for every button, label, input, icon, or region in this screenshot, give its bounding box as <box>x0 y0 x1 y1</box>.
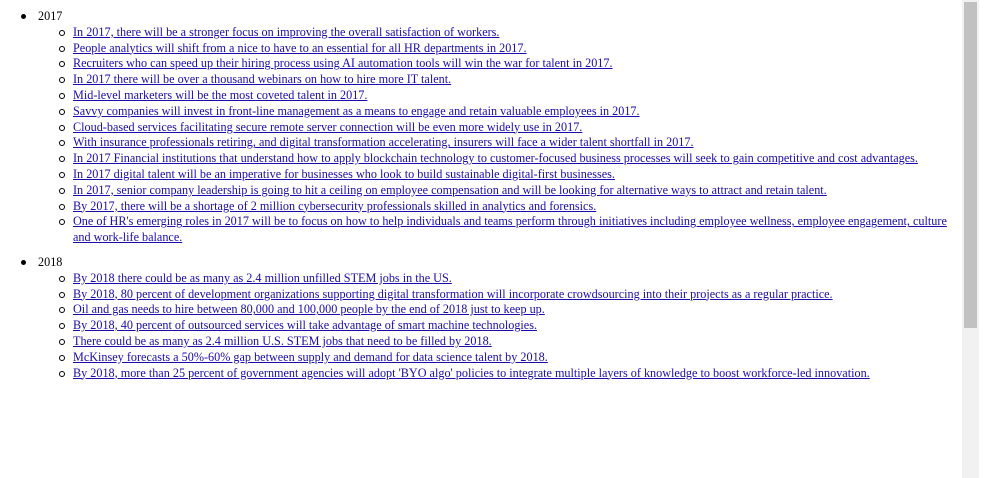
prediction-list <box>38 271 955 382</box>
circle-bullet-icon <box>59 172 65 178</box>
prediction-link[interactable]: Cloud-based services facilitating secure remote server connection will be even more widely use in 2017. <box>73 119 583 134</box>
prediction-link[interactable]: People analytics will shift from a nice to have to an essential for all HR departments in 2017. <box>73 40 527 55</box>
circle-bullet-icon <box>59 61 65 67</box>
list-item <box>38 199 955 215</box>
bullet-icon <box>21 14 26 19</box>
prediction-link[interactable]: By 2018 there could be as many as 2.4 million unfilled STEM jobs in the US. <box>73 270 452 285</box>
prediction-link[interactable]: Recruiters who can speed up their hiring process using AI automation tools will win the war for talent in 2017. <box>73 56 613 71</box>
circle-bullet-icon <box>59 93 65 99</box>
prediction-link[interactable]: There could be as many as 2.4 million U.S. STEM jobs that need to be filled by 2018. <box>73 333 492 348</box>
circle-bullet-icon <box>59 323 65 329</box>
prediction-link[interactable]: In 2017 there will be over a thousand webinars on how to hire more IT talent. <box>73 72 452 87</box>
prediction-link[interactable]: In 2017 digital talent will be an imperative for businesses who look to build sustainable digital-first businesses. <box>73 166 615 181</box>
circle-bullet-icon <box>59 355 65 361</box>
prediction-link[interactable]: Savvy companies will invest in front-line management as a means to engage and retain valuable employees in 2017. <box>73 103 640 118</box>
list-item <box>38 366 955 382</box>
list-item <box>38 151 955 167</box>
list-item <box>38 56 955 72</box>
year-label: 2018 <box>38 254 63 269</box>
prediction-link[interactable]: In 2017, there will be a stronger focus on improving the overall satisfaction of workers. <box>73 24 500 39</box>
circle-bullet-icon <box>59 276 65 282</box>
circle-bullet-icon <box>59 140 65 146</box>
list-item <box>38 183 955 199</box>
circle-bullet-icon <box>59 188 65 194</box>
circle-bullet-icon <box>59 339 65 345</box>
prediction-link[interactable]: By 2017, there will be a shortage of 2 million cybersecurity professionals skilled in analytics and forensics. <box>73 198 597 213</box>
circle-bullet-icon <box>59 156 65 162</box>
list-item <box>38 135 955 151</box>
list-item <box>38 104 955 120</box>
list-item <box>38 41 955 57</box>
prediction-list <box>38 25 955 246</box>
list-item <box>38 25 955 41</box>
circle-bullet-icon <box>59 109 65 115</box>
prediction-link[interactable]: In 2017 Financial institutions that understand how to apply blockchain technology to customer-focused business processes will seek to gain competitive and cost advantages. <box>73 151 918 166</box>
prediction-link[interactable]: One of HR's emerging roles in 2017 will be to focus on how to help individuals and teams perform through initiatives including employee wellness, employee engagement, culture and work-life balance. <box>73 214 947 245</box>
prediction-link[interactable]: With insurance professionals retiring, and digital transformation accelerating, insurers will face a wider talent shortfall in 2017. <box>73 135 694 150</box>
circle-bullet-icon <box>59 46 65 52</box>
list-item <box>38 72 955 88</box>
list-item <box>38 88 955 104</box>
list-item <box>38 214 955 246</box>
circle-bullet-icon <box>59 307 65 313</box>
prediction-link[interactable]: McKinsey forecasts a 50%-60% gap between supply and demand for data science talent by 2018. <box>73 349 548 364</box>
bullet-icon <box>21 260 26 265</box>
year-label: 2017 <box>38 9 63 23</box>
list-item <box>38 287 955 303</box>
circle-bullet-icon <box>59 371 65 377</box>
prediction-link[interactable]: Mid-level marketers will be the most coveted talent in 2017. <box>73 87 368 102</box>
list-item <box>38 318 955 334</box>
prediction-link[interactable]: By 2018, 80 percent of development organizations supporting digital transformation will incorporate crowdsourcing into their projects as a regular practice. <box>73 286 833 301</box>
prediction-link[interactable]: By 2018, 40 percent of outsourced services will take advantage of smart machine technologies. <box>73 318 537 333</box>
list-item <box>38 350 955 366</box>
circle-bullet-icon <box>59 30 65 36</box>
year-list <box>0 9 955 381</box>
circle-bullet-icon <box>59 219 65 225</box>
prediction-link[interactable]: By 2018, more than 25 percent of government agencies will adopt 'BYO algo' policies to integrate multiple layers of knowledge to boost workforce-led innovation. <box>73 365 870 380</box>
year-section-2018 <box>0 255 955 381</box>
circle-bullet-icon <box>59 204 65 210</box>
list-item <box>38 120 955 136</box>
list-item <box>38 271 955 287</box>
vertical-scrollbar[interactable] <box>962 0 979 478</box>
prediction-link[interactable]: In 2017, senior company leadership is going to hit a ceiling on employee compensation and will be looking for alternative ways to attract and retain talent. <box>73 182 827 197</box>
year-section-2017 <box>0 9 955 246</box>
scrollbar-thumb[interactable] <box>964 2 977 328</box>
list-item <box>38 302 955 318</box>
circle-bullet-icon <box>59 77 65 83</box>
circle-bullet-icon <box>59 125 65 131</box>
list-item <box>38 167 955 183</box>
prediction-link[interactable]: Oil and gas needs to hire between 80,000 and 100,000 people by the end of 2018 just to keep up. <box>73 302 545 317</box>
list-item <box>38 334 955 350</box>
circle-bullet-icon <box>59 292 65 298</box>
